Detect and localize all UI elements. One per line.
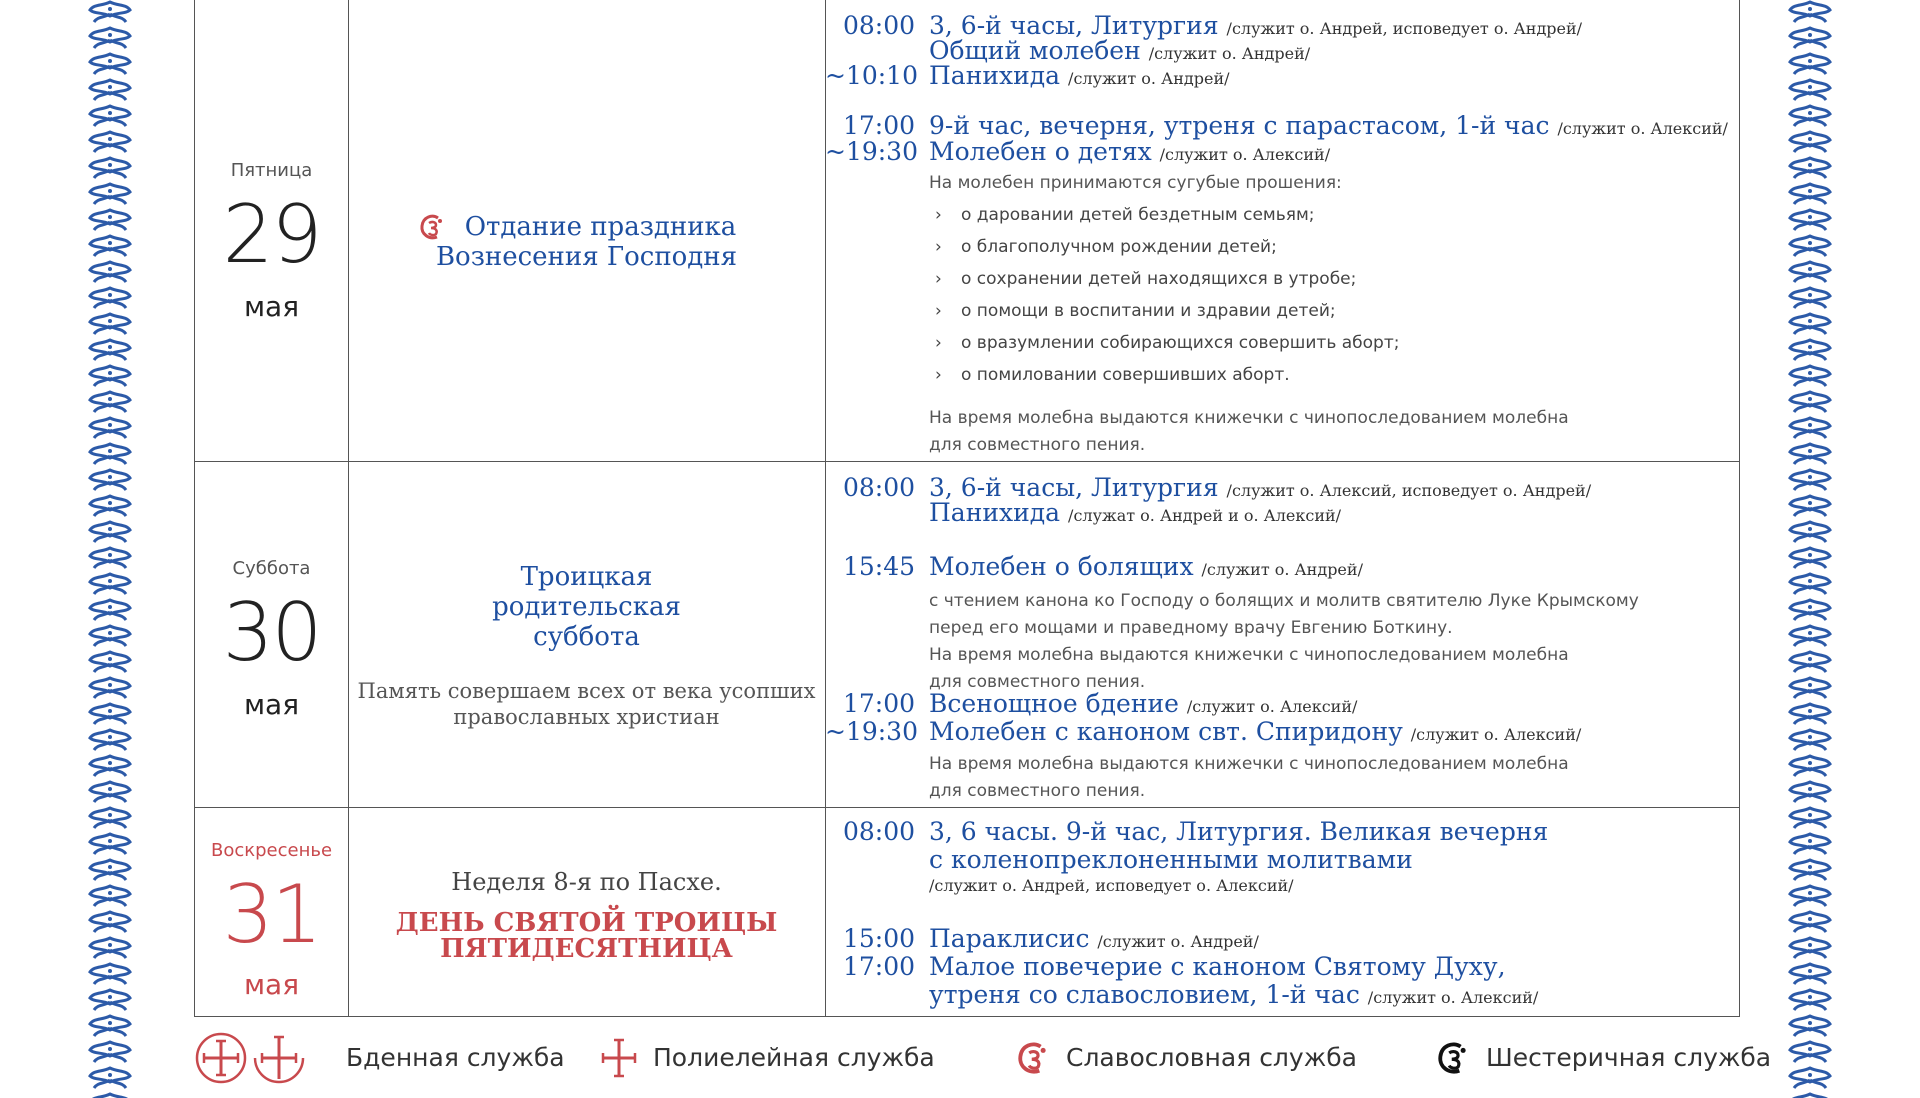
month-label: мая: [243, 968, 300, 1001]
weekday-label: Воскресенье: [210, 840, 333, 861]
feast-cell: [348, 462, 826, 807]
legend-label: Шестеричная служба: [1486, 1043, 1772, 1072]
service-clergy: /служит о. Андрей/: [1148, 44, 1311, 63]
service-entry: [825, 818, 1739, 846]
service-clergy: /служит о. Андрей, исповедует о. Андрей/: [1226, 19, 1583, 38]
legend-item-polieleynaya: [599, 1017, 935, 1098]
legend-item-slavoslovnaya: [1014, 1017, 1357, 1098]
schedule-table: [194, 0, 1740, 1017]
services-cell: [825, 462, 1739, 807]
service-clergy: /служит о. Андрей, исповедует о. Алексий/: [929, 876, 1294, 895]
service-time: 17:00: [842, 952, 915, 981]
service-clergy: /служит о. Алексий/: [1367, 988, 1539, 1007]
services-cell: [825, 808, 1739, 1017]
service-time: 08:00: [842, 11, 915, 40]
legend-item-bdennaya: [194, 1017, 565, 1098]
service-time: 17:00: [842, 689, 915, 718]
day-number: 29: [222, 188, 321, 281]
day-cell: [195, 462, 349, 807]
legend-label: Полиелейная служба: [653, 1043, 935, 1072]
service-time: 08:00: [842, 817, 915, 846]
service-note: На время молебна выдаются книжечки с чинопоследованием молебна: [929, 754, 1569, 774]
service-title: 3, 6 часы. 9-й час, Литургия. Великая вечерня: [929, 817, 1549, 846]
service-time: 08:00: [842, 473, 915, 502]
service-time: ~19:30: [825, 717, 918, 746]
service-entry: [825, 62, 1739, 90]
service-clergy: /служит о. Алексий/: [1186, 697, 1358, 716]
service-entry: [825, 499, 1739, 527]
feast-line: Отдание праздника: [464, 212, 737, 242]
day-row-saturday: [195, 461, 1739, 807]
service-clergy: /служит о. Андрей/: [1097, 932, 1259, 951]
service-clergy: /служат о. Андрей и о. Алексий/: [1068, 506, 1342, 525]
service-title: Молебен о болящих /служит о. Андрей/: [929, 552, 1363, 581]
service-entry: [825, 690, 1739, 718]
service-time: ~10:10: [825, 61, 918, 90]
service-title: 3, 6-й часы, Литургия /служит о. Алексий, исповедует о. Андрей/: [929, 473, 1592, 502]
month-label: мая: [243, 688, 300, 721]
service-time: 17:00: [842, 111, 915, 140]
service-title: Малое повечерие с каноном Святому Духу,: [929, 952, 1506, 981]
service-note: для совместного пения.: [929, 672, 1146, 692]
list-item: › о вразумлении собирающихся совершить аборт;: [935, 333, 1400, 353]
service-note: перед его мощами и праведному врачу Евгению Боткину.: [929, 618, 1453, 638]
list-item: › о помиловании совершивших аборт.: [935, 365, 1290, 385]
service-entry: [825, 112, 1739, 140]
service-clergy: /служит о. Андрей/: [1068, 69, 1230, 88]
service-note: с чтением канона ко Господу о болящих и молитв святителю Луке Крымскому: [929, 591, 1639, 611]
day-row-friday: [195, 0, 1739, 461]
feast-line: суббота: [533, 622, 640, 652]
circle-cross-icon: [194, 1031, 248, 1085]
day-cell: [195, 0, 349, 461]
service-title: [929, 869, 1294, 900]
day-number: 30: [222, 586, 321, 679]
service-entry: [825, 718, 1739, 746]
service-note: На время молебна выдаются книжечки с чинопоследованием молебна: [929, 408, 1569, 428]
service-time: 15:00: [842, 924, 915, 953]
feast-cell: [348, 808, 826, 1017]
cross-icon: [599, 1038, 639, 1078]
service-title: Молебен о детях /служит о. Алексий/: [929, 137, 1331, 166]
service-entry: [825, 953, 1739, 981]
list-item: › о даровании детей бездетным семьям;: [935, 205, 1315, 225]
service-entry: [825, 553, 1739, 581]
feast-line: родительская: [492, 592, 681, 622]
half-circle-cross-icon: [252, 1031, 306, 1085]
service-title: Панихида /служит о. Андрей/: [929, 61, 1230, 90]
feast-line: ДЕНЬ СВЯТОЙ ТРОИЦЫ: [395, 908, 778, 938]
service-title: Общий молебен /служит о. Андрей/: [929, 36, 1311, 65]
service-entry: [825, 138, 1739, 166]
service-entry: [825, 981, 1739, 1009]
weekday-label: Суббота: [232, 558, 311, 579]
feast-cell: [348, 0, 826, 461]
list-item: › о сохранении детей находящихся в утробе;: [935, 269, 1357, 289]
legend: [194, 1017, 1772, 1098]
service-clergy: /служит о. Алексий, исповедует о. Андрей/: [1226, 481, 1592, 500]
day-cell: [195, 808, 349, 1017]
right-ornament-border: [1784, 0, 1836, 1098]
service-title: с коленопреклоненными молитвами: [929, 845, 1413, 874]
slavoslovnaya-icon: [1014, 1039, 1052, 1077]
weekday-label: Пятница: [230, 160, 313, 181]
service-clergy: /служит о. Андрей/: [1201, 560, 1363, 579]
service-title: утреня со славословием, 1-й час /служит о. Алексий/: [929, 980, 1539, 1009]
day-number: 31: [222, 868, 321, 961]
feast-title: Неделя 8-я по Пасхе.: [451, 868, 722, 896]
service-title: 3, 6-й часы, Литургия /служит о. Андрей, исповедует о. Андрей/: [929, 11, 1583, 40]
service-note: На молебен принимаются сугубые прошения:: [929, 173, 1342, 193]
service-title: Параклисис /служит о. Андрей/: [929, 924, 1259, 953]
service-note: На время молебна выдаются книжечки с чинопоследованием молебна: [929, 645, 1569, 665]
shesterichnaya-icon: [1434, 1039, 1472, 1077]
list-item: › о помощи в воспитании и здравии детей;: [935, 301, 1336, 321]
legend-label: Бденная служба: [346, 1043, 565, 1072]
service-clergy: /служит о. Алексий/: [1410, 725, 1582, 744]
list-item: › о благополучном рождении детей;: [935, 237, 1277, 257]
service-time: ~19:30: [825, 137, 918, 166]
service-entry: [825, 925, 1739, 953]
feast-line: Вознесения Господня: [435, 242, 738, 272]
feast-subtitle: Память совершаем всех от века усопших: [357, 679, 816, 703]
service-title: Молебен с каноном свт. Спиридону /служит о. Алексий/: [929, 717, 1582, 746]
left-ornament-border: [84, 0, 136, 1098]
service-clergy: /служит о. Алексий/: [1159, 145, 1331, 164]
feast-line: Троицкая: [520, 562, 653, 592]
service-note: для совместного пения.: [929, 781, 1146, 801]
service-note: для совместного пения.: [929, 435, 1146, 455]
service-title: 9-й час, вечерня, утреня с парастасом, 1-й час /служит о. Алексий/: [929, 111, 1728, 140]
services-cell: [825, 0, 1739, 461]
service-clergy: /служит о. Алексий/: [1557, 119, 1728, 138]
service-time: 15:45: [842, 552, 915, 581]
legend-label: Славословная служба: [1066, 1043, 1357, 1072]
feast-line: ПЯТИДЕСЯТНИЦА: [440, 934, 733, 964]
month-label: мая: [243, 290, 300, 323]
service-entry: [825, 869, 1739, 897]
legend-item-shesterichnaya: [1434, 1017, 1771, 1098]
service-title: Панихида /служат о. Андрей и о. Алексий/: [929, 498, 1342, 527]
feast-subtitle: православных христиан: [453, 705, 720, 729]
service-title: Всенощное бдение /служит о. Алексий/: [929, 689, 1358, 718]
day-row-sunday: [195, 807, 1739, 1017]
